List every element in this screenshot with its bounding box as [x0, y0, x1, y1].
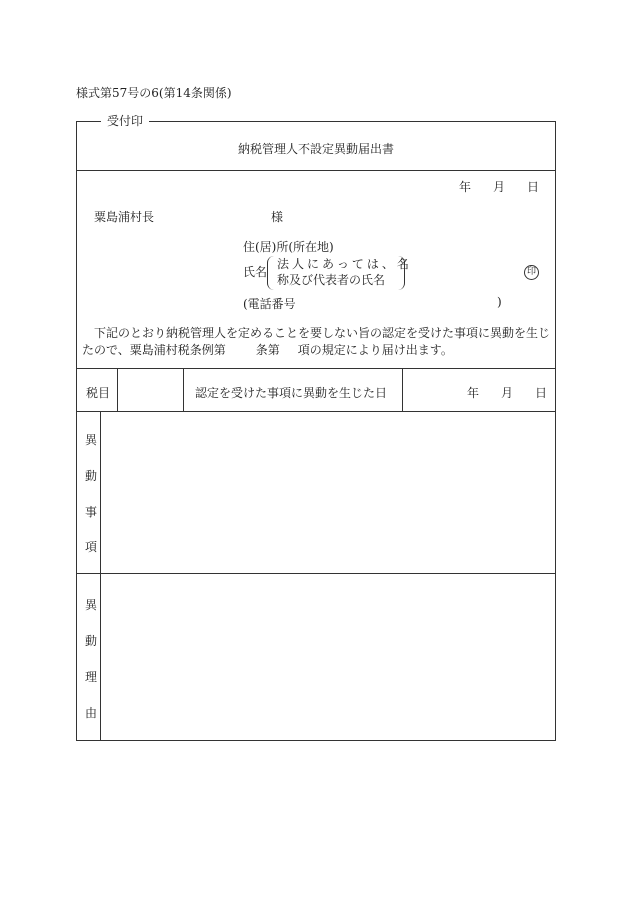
declaration-text: 下記のとおり納税管理人を定めることを要しない旨の認定を受けた事項に異動を生じたので、粟島浦村税条例第 条第 項の規定により届け出ます。	[82, 326, 551, 357]
month-label: 月	[492, 180, 505, 194]
name-field[interactable]: 氏名	[243, 265, 268, 279]
form-frame: 受付印 納税管理人不設定異動届出書 年 月 日 粟島浦村長 様 住(居)所(所在地) 氏名 法人にあっては、名 称及び代表者の氏名 印 (電話番号 ) 下記のとおり納税管理人を定めることを要しない旨の認定を受けた事項に異動を生じたので、粟島浦村税条例第 条第 項の規定により届け出ます。 税目 認定を受けた事項に異動を生じた日 年 月 日 異 動 事 項 異 動 理 由	[76, 121, 556, 741]
phone-field[interactable]: (電話番号	[243, 297, 296, 311]
tax-item-label: 税目	[86, 386, 111, 400]
day-label: 日	[534, 386, 547, 400]
year-label: 年	[458, 180, 471, 194]
form-title: 納税管理人不設定異動届出書	[237, 142, 394, 156]
certified-change-date-label: 認定を受けた事項に異動を生じた日	[195, 386, 388, 400]
address-field[interactable]: 住(居)所(所在地)	[243, 240, 334, 254]
change-date[interactable]	[445, 384, 547, 401]
divider	[77, 411, 555, 412]
stamp-label: 受付印	[101, 114, 149, 128]
seal-icon: 印	[524, 265, 539, 280]
month-label: 月	[500, 386, 513, 400]
divider	[77, 368, 555, 369]
day-label: 日	[526, 180, 539, 194]
phone-close-paren: )	[497, 295, 502, 309]
honorific: 様	[271, 210, 284, 224]
divider	[77, 573, 555, 574]
recipient: 粟島浦村長	[94, 210, 155, 224]
submission-date[interactable]	[437, 178, 539, 195]
form-number: 様式第57号の6(第14条関係)	[76, 86, 232, 100]
year-label: 年	[466, 386, 479, 400]
divider	[77, 170, 555, 171]
name-note: 法人にあっては、名 称及び代表者の氏名	[277, 257, 412, 287]
